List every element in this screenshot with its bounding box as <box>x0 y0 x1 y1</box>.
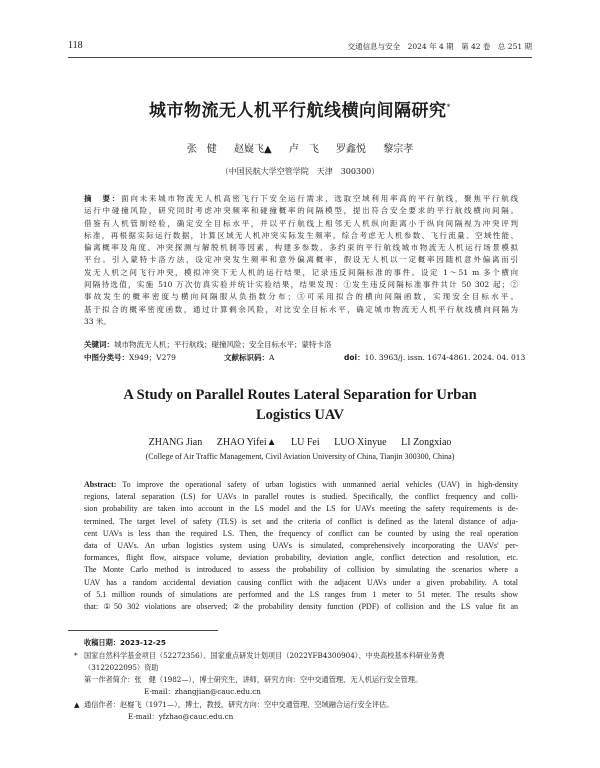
corresponding-mark: ▲ <box>74 700 80 709</box>
footnote-corresponding-author: ▲ 通信作者：赵嶷飞（1971—），博士，教授，研究方向：空中交通管理、空域融合运行安全评估。 <box>74 700 394 709</box>
footnote-first-author-email: E-mail：zhangjian@cauc.edu.cn <box>144 687 261 696</box>
abstract-line: 运行中碰撞风险，研究同时考虑冲突频率和碰撞概率的间隔模型，提出符合安全要求的平行航线横向间隔。 <box>84 206 518 216</box>
english-abstract <box>84 479 518 613</box>
english-author: LUO Xinyue <box>334 437 387 448</box>
footnote-funding-cont: （3122022095）资助 <box>84 663 159 672</box>
footnote-received: 收稿日期：2023-12-25 <box>84 638 166 647</box>
abstract-line: of 5.1 million rounds of simulations are performed and the LS ranges from 1 meter to 51 meter. The results show <box>84 589 518 599</box>
abstract-line: that: ①50 302 violations are observed; ②the probability density function (PDF) of collision and the LS value fit an <box>84 601 518 611</box>
abstract-line: cent UAVs is less than the required LS. Then, the frequency of conflict can be counted by using the real operation <box>84 528 518 538</box>
clc-number: X949；V279 <box>129 353 176 362</box>
abstract-line: 间隔待选值，实施 510 万次仿真实验并统计实验结果，结果发现：①发生违反间隔标准事件共计 50 302 起；② <box>84 280 518 290</box>
abstract-line: 发无人机之间飞行冲突，模拟冲突下无人机的运行结果，记录违反间隔标准的事件。设定 1～51 m 多个横向 <box>84 267 518 277</box>
header-rule <box>68 57 532 58</box>
english-title-line: A Study on Parallel Routes Lateral Separation for Urban <box>123 387 477 403</box>
keywords-label: 关键词： <box>84 340 114 349</box>
abstract-line: termined. The target level of safety (TLS) is set and the criteria of conflict is defined as the lateral distance of adja- <box>84 516 518 526</box>
running-header <box>68 40 532 56</box>
abstract-line: sion probability are taken into account in the LS model and the LS for UAVs meeting the safety requirements is de- <box>84 504 518 514</box>
abstract-line: The Monte Carlo method is introduced to assess the probability of collision by simulating the scenarios where a <box>84 565 518 575</box>
abstract-label: Abstract: <box>84 480 117 489</box>
abstract-line: 事故发生的概率密度与横向间隔服从负指数分布；③可采用拟合的横向间隔函数，实现安全目标水平。 <box>84 292 518 302</box>
doi-label: doi： <box>344 353 365 362</box>
abstract-line: 标准，再根据实际运行数据，计算区域无人机冲突实际发生频率。综合考虑无人机参数、飞行流量、空域性能、 <box>84 230 518 240</box>
abstract-line: 摘 要：面向未来城市物流无人机高密飞行下安全运行需求，选取空域利用率高的平行航线，聚焦平行航线 <box>84 194 518 203</box>
abstract-line: 偏离概率及角度、冲突探测与解脱机制等因素，构建多参数、多约束的平行航线城市物流无人机运行场景模拟 <box>84 243 518 253</box>
journal-info: 交通信息与安全 2024 年 4 期 第 42 卷 总 251 期 <box>347 42 532 51</box>
footnote-funding: * 国家自然科学基金项目（52272356）、国家重点研发计划项目（2022YFB4300904）、中央高校基本科研业务费 <box>74 651 445 660</box>
chinese-abstract <box>84 193 518 328</box>
doc-code: A <box>269 353 275 362</box>
abstract-line: 平台。引入蒙特卡洛方法，设定冲突发生频率和意外偏离概率，假设无人机以一定概率因随机意外偏离而引 <box>84 255 518 265</box>
abstract-label: 摘 要： <box>84 194 122 203</box>
english-authors <box>68 437 532 448</box>
doi: 10. 3963/j. issn. 1674-4861. 2024. 04. 013 <box>364 353 526 362</box>
clc-label: 中图分类号： <box>84 353 129 362</box>
abstract-line: UAV has a random accidental deviation causing conflict with the adjacent UAVs under a given probability. A total <box>84 577 518 587</box>
footnote-corresponding-email: E-mail：yfzhao@cauc.edu.cn <box>128 712 234 721</box>
abstract-line: regions, lateral separation (LS) for UAVs in parallel routes is studied. Specifically, the conflict frequency and colli- <box>84 492 518 502</box>
chinese-author: 罗鑫悦 <box>336 144 367 155</box>
english-author: LU Fei <box>291 437 320 448</box>
chinese-title-text: 城市物流无人机平行航线横向间隔研究 <box>149 101 447 121</box>
title-funding-mark: * <box>446 102 451 112</box>
english-author: ZHANG Jian <box>148 437 203 448</box>
abstract-line: 基于拟合的概率密度函数，通过计算剩余风险，对比安全目标水平，确定城市物流无人机平行航线横向间隔为 <box>84 304 518 314</box>
abstract-line: data of UAVs. An urban logistics system using UAVs is simulated, comprehensively incorporating the UAVs' per- <box>84 540 518 550</box>
keywords <box>84 339 518 350</box>
abstract-line: 33 米。 <box>84 316 111 326</box>
english-title-line: Logistics UAV <box>256 407 344 423</box>
chinese-author: 黎宗孝 <box>383 144 414 155</box>
classification-line <box>84 352 526 363</box>
chinese-author: 张 健 <box>186 144 217 155</box>
chinese-authors <box>68 140 532 155</box>
keywords-text: 城市物流无人机；平行航线；碰撞风险；安全目标水平；蒙特卡洛 <box>114 340 332 349</box>
abstract-line: Abstract: To improve the operational safety of urban logistics with unmanned aerial vehicles (UAV) in high-density <box>84 480 518 489</box>
chinese-title <box>68 96 532 121</box>
chinese-author: 赵嶷飞▲ <box>233 144 272 155</box>
chinese-affiliation: （中国民航大学空管学院 天津 300300） <box>220 167 380 176</box>
english-affiliation: (College of Air Traffic Management, Civil Aviation University of China, Tianjin 300300, China) <box>145 452 455 461</box>
english-title <box>68 385 532 425</box>
abstract-line: 借鉴有人机管制经验，确定安全目标水平，并以平行航线上相邻无人机纵向距离小于纵向间隔视为冲突评判 <box>84 218 518 228</box>
chinese-author: 卢 飞 <box>288 144 319 155</box>
english-author: ZHAO Yifei▲ <box>216 437 277 448</box>
footnote-first-author: 第一作者简介：张 健（1982—），博士研究生，讲师，研究方向：空中交通管理、无人机运行安全管理。 <box>84 675 423 684</box>
page-number: 118 <box>68 40 83 51</box>
doc-code-label: 文献标识码： <box>224 353 269 362</box>
abstract-line: formances, flight flow, airspace volume, deviation probability, deviation angle, conflict detection and resolution, etc. <box>84 553 518 563</box>
funding-mark: * <box>74 651 78 660</box>
english-author: LI Zongxiao <box>401 437 452 448</box>
footnote-rule <box>68 630 218 631</box>
